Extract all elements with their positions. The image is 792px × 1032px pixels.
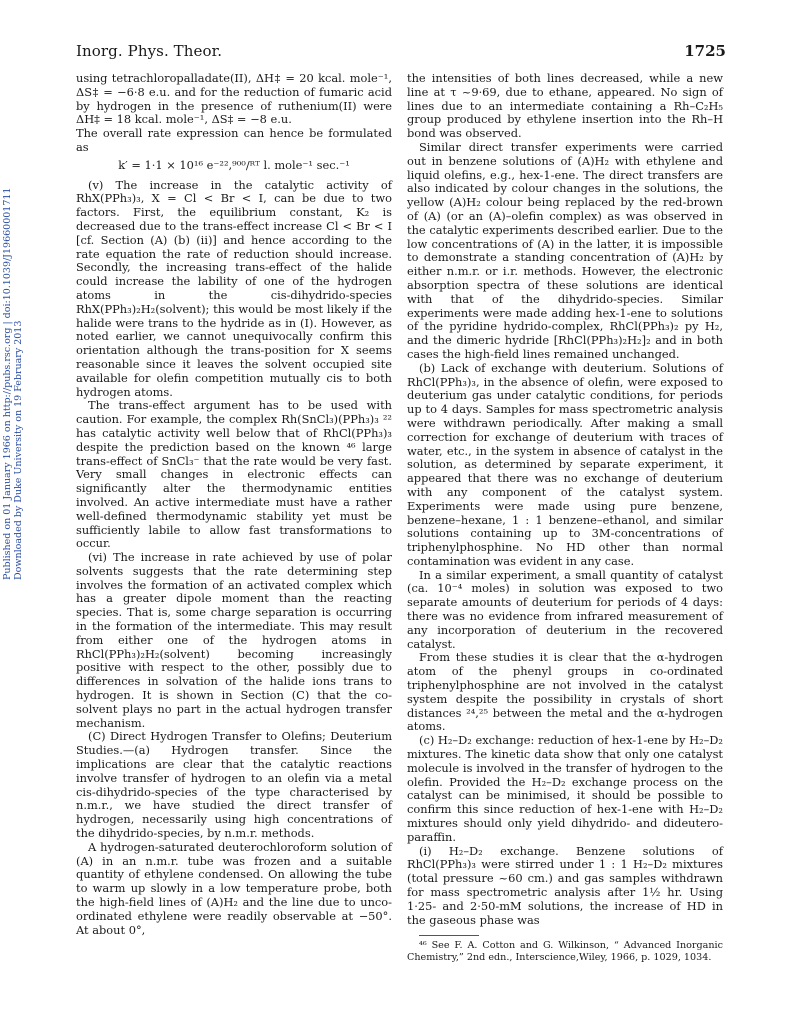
rate-equation: k′ = 1·1 × 10¹⁶ e⁻²²,⁹⁰⁰/ᴿᵀ l. mole⁻¹ sec.⁻¹ [118,157,350,172]
paragraph: A hydrogen-saturated deuterochloroform solution of (A) in an n.m.r. tube was frozen and a suitable quantity of ethylene condensed. On allowing the tube to warm up slowly in a low temperature probe, both the high-field lines of (A)H₂ and the line due to unco-ordinated ethylene were readily observable at −50°. At about 0°, [76,839,392,937]
paragraph: (b) Lack of exchange with deuterium. Solutions of RhCl(PPh₃)₃, in the absence of olefin, were exposed to deuterium gas under catalytic conditions, for periods up to 4 days. Samples for mass spectrometric analysis were withdrawn periodically. After making a small correction for exchange of deuterium with traces of water, etc., in the system in absence of catalyst in the solution, as determined by separate experiment, it appeared that there was no exchange of deuterium with any component of the catalyst system. Experiments were made using pure benzene, benzene–hexane, 1 : 1 benzene–ethanol, and similar solutions containing up to 3M-concentrations of triphenylphosphine. No HD other than normal contamination was evident in any case. [407,360,723,568]
footnote-rule [419,935,479,936]
paragraph: From these studies it is clear that the α-hydrogen atom of the phenyl groups in co-ordinated triphenylphosphine are not involved in the catalyst system despite the possibility in crystals of short distances ²⁴,²⁵ between the metal and the α-hydrogen atoms. [407,650,723,734]
paragraph: Similar direct transfer experiments were carried out in benzene solutions of (A)H₂ with ethylene and liquid olefins, e.g., hex-1-ene. The direct transfers are also indicated by colour changes in the solutions, the yellow (A)H₂ colour being replaced by the red-brown of (A) (or an (A)–olefin complex) as was observed in the catalytic experiments described earlier. Due to the low concentrations of (A) in the latter, it is impossible to demonstrate a standing concentration of (A)H₂ by either n.m.r. or i.r. methods. However, the electronic absorption spectra of these solutions are identical with that of the dihydrido-species. Similar experiments were made adding hex-1-ene to solutions of the pyridine hydrido-complex, RhCl(PPh₃)₂ py H₂, and the dimeric hydride [RhCl(PPh₃)₂H₂]₂ and in both cases the high-field lines remained unchanged. [407,139,723,361]
page-number: 1725 [684,42,726,60]
left-column [76,72,392,937]
paragraph: The overall rate expression can hence be formulated as [76,126,392,154]
running-header-journal: Inorg. Phys. Theor. [76,42,223,60]
right-column [407,72,723,963]
paragraph: the intensities of both lines decreased, while a new line at τ ~9·69, due to ethane, appeared. No sign of lines due to an intermediate containing a Rh–C₂H₅ group produced by ethylene insertion into the Rh–H bond was observed. [407,71,723,141]
sidebar-published-line: Published on 01 January 1966 on http://pubs.rsc.org | doi:10.1039/J19660001711 [2,187,13,580]
paragraph: (c) H₂–D₂ exchange: reduction of hex-1-ene by H₂–D₂ mixtures. The kinetic data show that only one catalyst molecule is involved in the transfer of hydrogen to the olefin. Provided the H₂–D₂ exchange process on the catalyst can be minimised, it should be possible to confirm this since reduction of hex-1-ene with H₂–D₂ mixtures should only yield dihydrido- and dideutero-paraffin. [407,733,723,844]
paragraph: (i) H₂–D₂ exchange. Benzene solutions of RhCl(PPh₃)₃ were stirred under 1 : 1 H₂–D₂ mixtures (total pressure ~60 cm.) and gas samples withdrawn for mass spectrometric analysis after 1½ hr. Using 1·25- and 2·50-mM solutions, the increase of HD in the gaseous phase was [407,843,723,927]
paragraph: (vi) The increase in rate achieved by use of polar solvents suggests that the rate determining step involves the formation of an activated complex which has a greater dipole moment than the reacting species. That is, some charge separation is occurring in the formation of the intermediate. This may result from either one of the hydrogen atoms in RhCl(PPh₃)₂H₂(solvent) becoming increasingly positive with respect to the other, possibly due to differences in solvation of the halide ions trans to hydrogen. It is shown in Section (C) that the co-solvent plays no part in the actual hydrogen transfer mechanism. [76,550,392,730]
section-heading-paragraph: (C) Direct Hydrogen Transfer to Olefins; Deuterium Studies.—(a) Hydrogen transfer. Since the implications are clear that the catalytic reactions involve transfer of hydrogen to an olefin via a metal cis-dihydrido-species of the type characterised by n.m.r., we have studied the direct transfer of hydrogen, necessarily using high concentrations of the dihydrido-species, by n.m.r. methods. [76,729,392,841]
footnote: ⁴⁶ See F. A. Cotton and G. Wilkinson, “ Advanced Inorganic Chemistry,” 2nd edn., Interscience,Wiley, 1966, p. 1029, 1034. [407,940,723,963]
paragraph: using tetrachloropalladate(II), ΔH‡ = 20 kcal. mole⁻¹, ΔS‡ = −6·8 e.u. and for the reduction of fumaric acid by hydrogen in the presence of ruthenium(II) were ΔH‡ = 18 kcal. mole⁻¹, ΔS‡ = −8 e.u. [76,71,392,127]
download-watermark [2,90,24,590]
sidebar-downloaded-line: Downloaded by Duke University on 19 February 2013 [13,320,24,580]
paragraph: In a similar experiment, a small quantity of catalyst (ca. 10⁻⁴ moles) in solution was exposed to two separate amounts of deuterium for periods of 4 days: there was no evidence from infrared measurement of any incorporation of deuterium in the recovered catalyst. [407,567,723,651]
paragraph: (v) The increase in the catalytic activity of RhX(PPh₃)₃, X = Cl < Br < I, can be due to two factors. First, the equilibrium constant, K₂ is decreased due to the trans-effect increase Cl < Br < I [cf. Section (A) (b) (ii)] and hence according to the rate equation the rate of reduction should increase. Secondly, the increasing trans-effect of the halide could increase the lability of one of the hydrogen atoms in the cis-dihydrido-species RhX(PPh₃)₂H₂(solvent); this would be most likely if the halide were trans to the hydride as in (I). However, as noted earlier, we cannot unequivocally confirm this orientation although the trans-position for X seems reasonable since it leaves the solvent occupied site available for olefin competition mutually cis to both hydrogen atoms. [76,177,392,399]
paragraph: The trans-effect argument has to be used with caution. For example, the complex Rh(SnCl₃)(PPh₃)₃ ²² has catalytic activity well below that of RhCl(PPh₃)₃ despite the prediction based on the known ⁴⁶ large trans-effect of SnCl₃⁻ that the rate would be very fast. Very small changes in electronic effects can significantly alter the thermodynamic entities involved. An active intermediate must have a rather well-defined thermodynamic stability yet must be sufficiently labile to allow fast transformations to occur. [76,398,392,551]
